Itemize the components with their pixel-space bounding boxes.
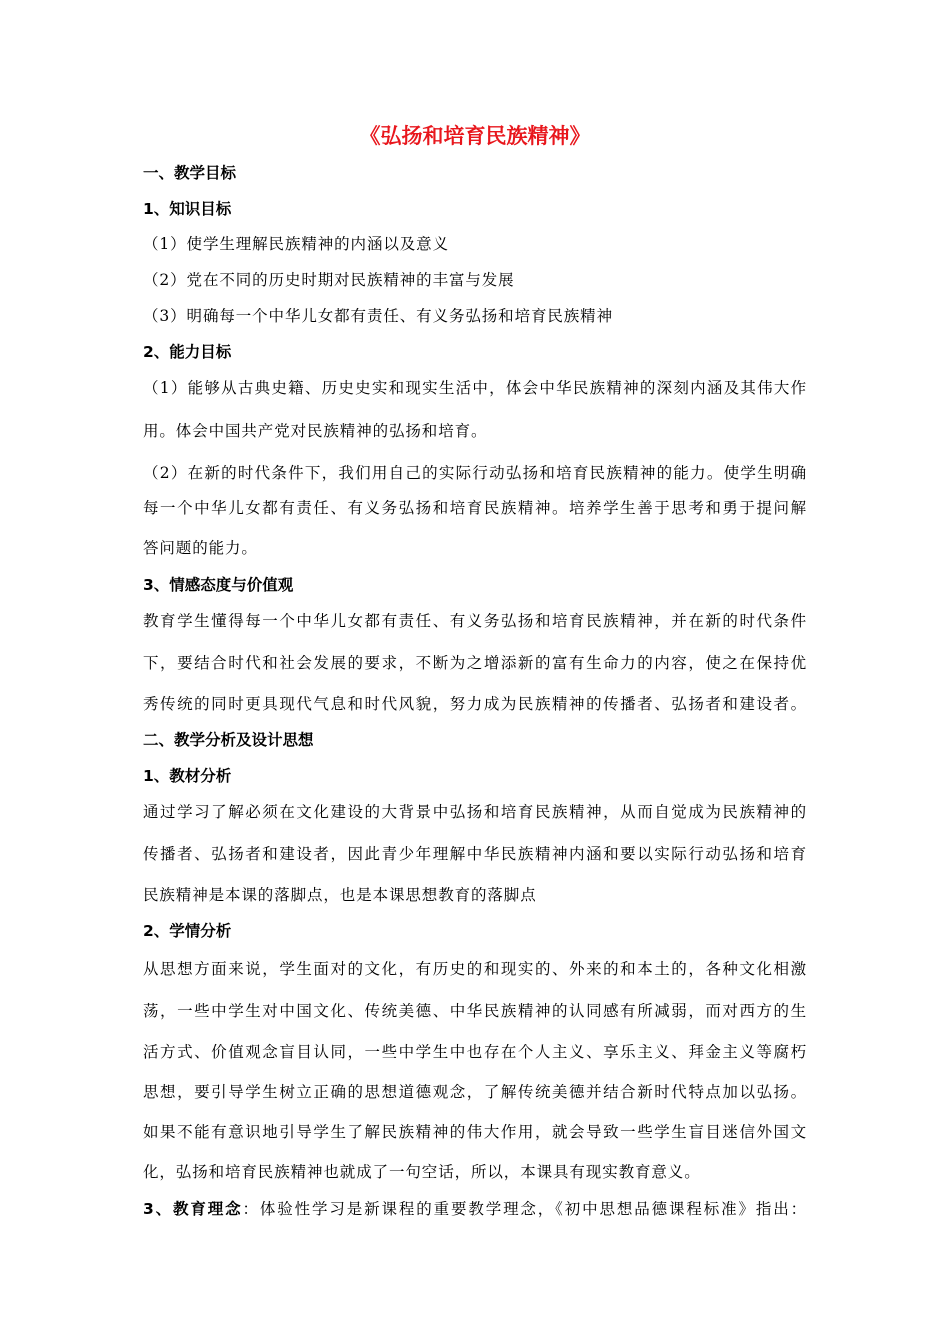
paragraph-line: （1）使学生理解民族精神的内涵以及意义 xyxy=(143,235,449,253)
paragraph-line: 化，弘扬和培育民族精神也就成了一句空话，所以，本课具有现实教育意义。 xyxy=(143,1163,701,1181)
paragraph-line: （3）明确每一个中华儿女都有责任、有义务弘扬和培育民族精神 xyxy=(143,307,613,325)
paragraph-line: 答问题的能力。 xyxy=(143,539,258,557)
paragraph-line: （2）在新的时代条件下，我们用自己的实际行动弘扬和培育民族精神的能力。使学生明确 xyxy=(143,464,807,482)
paragraph-line: 用。体会中国共产党对民族精神的弘扬和培育。 xyxy=(143,422,488,440)
section-heading: 1、知识目标 xyxy=(143,200,232,218)
paragraph-line: 下，要结合时代和社会发展的要求，不断为之增添新的富有生命力的内容，使之在保持优 xyxy=(143,654,807,672)
section-heading: 3、情感态度与价值观 xyxy=(143,576,294,594)
paragraph-line: 民族精神是本课的落脚点，也是本课思想教育的落脚点 xyxy=(143,886,537,904)
paragraph-line: （2）党在不同的历史时期对民族精神的丰富与发展 xyxy=(143,271,515,289)
section-heading: 二、教学分析及设计思想 xyxy=(143,731,314,749)
paragraph-line: 教育学生懂得每一个中华儿女都有责任、有义务弘扬和培育民族精神，并在新的时代条件 xyxy=(143,612,807,630)
section-heading: 1、教材分析 xyxy=(143,767,232,785)
paragraph-line: 活方式、价值观念盲目认同，一些中学生中也存在个人主义、享乐主义、拜金主义等腐朽 xyxy=(143,1043,807,1061)
section-heading: 2、能力目标 xyxy=(143,343,232,361)
paragraph-line: 传播者、弘扬者和建设者，因此青少年理解中华民族精神内涵和要以实际行动弘扬和培育 xyxy=(143,845,807,863)
document-title: 《弘扬和培育民族精神》 xyxy=(359,123,591,148)
paragraph-line xyxy=(143,1198,807,1220)
paragraph-line: 秀传统的同时更具现代气息和时代风貌，努力成为民族精神的传播者、弘扬者和建设者。 xyxy=(143,695,807,713)
paragraph-line: 思想，要引导学生树立正确的思想道德观念，了解传统美德并结合新时代特点加以弘扬。 xyxy=(143,1083,807,1101)
paragraph-line: 如果不能有意识地引导学生了解民族精神的伟大作用，就会导致一些学生盲目迷信外国文 xyxy=(143,1123,807,1141)
inline-text: ：体验性学习是新课程的重要教学理念，《初中思想品德课程标准》指出： xyxy=(242,1200,808,1218)
paragraph-line: 每一个中华儿女都有责任、有义务弘扬和培育民族精神。培养学生善于思考和勇于提问解 xyxy=(143,499,807,517)
paragraph-line: 通过学习了解必须在文化建设的大背景中弘扬和培育民族精神，从而自觉成为民族精神的 xyxy=(143,803,807,821)
section-heading: 一、教学目标 xyxy=(143,164,237,182)
paragraph-line: （1）能够从古典史籍、历史史实和现实生活中，体会中华民族精神的深刻内涵及其伟大作 xyxy=(143,379,807,397)
paragraph-line: 荡，一些中学生对中国文化、传统美德、中华民族精神的认同感有所减弱，而对西方的生 xyxy=(143,1002,807,1020)
section-heading: 2、学情分析 xyxy=(143,922,232,940)
paragraph-line: 从思想方面来说，学生面对的文化，有历史的和现实的、外来的和本土的，各种文化相激 xyxy=(143,960,807,978)
inline-heading: 3、教育理念 xyxy=(143,1200,243,1218)
